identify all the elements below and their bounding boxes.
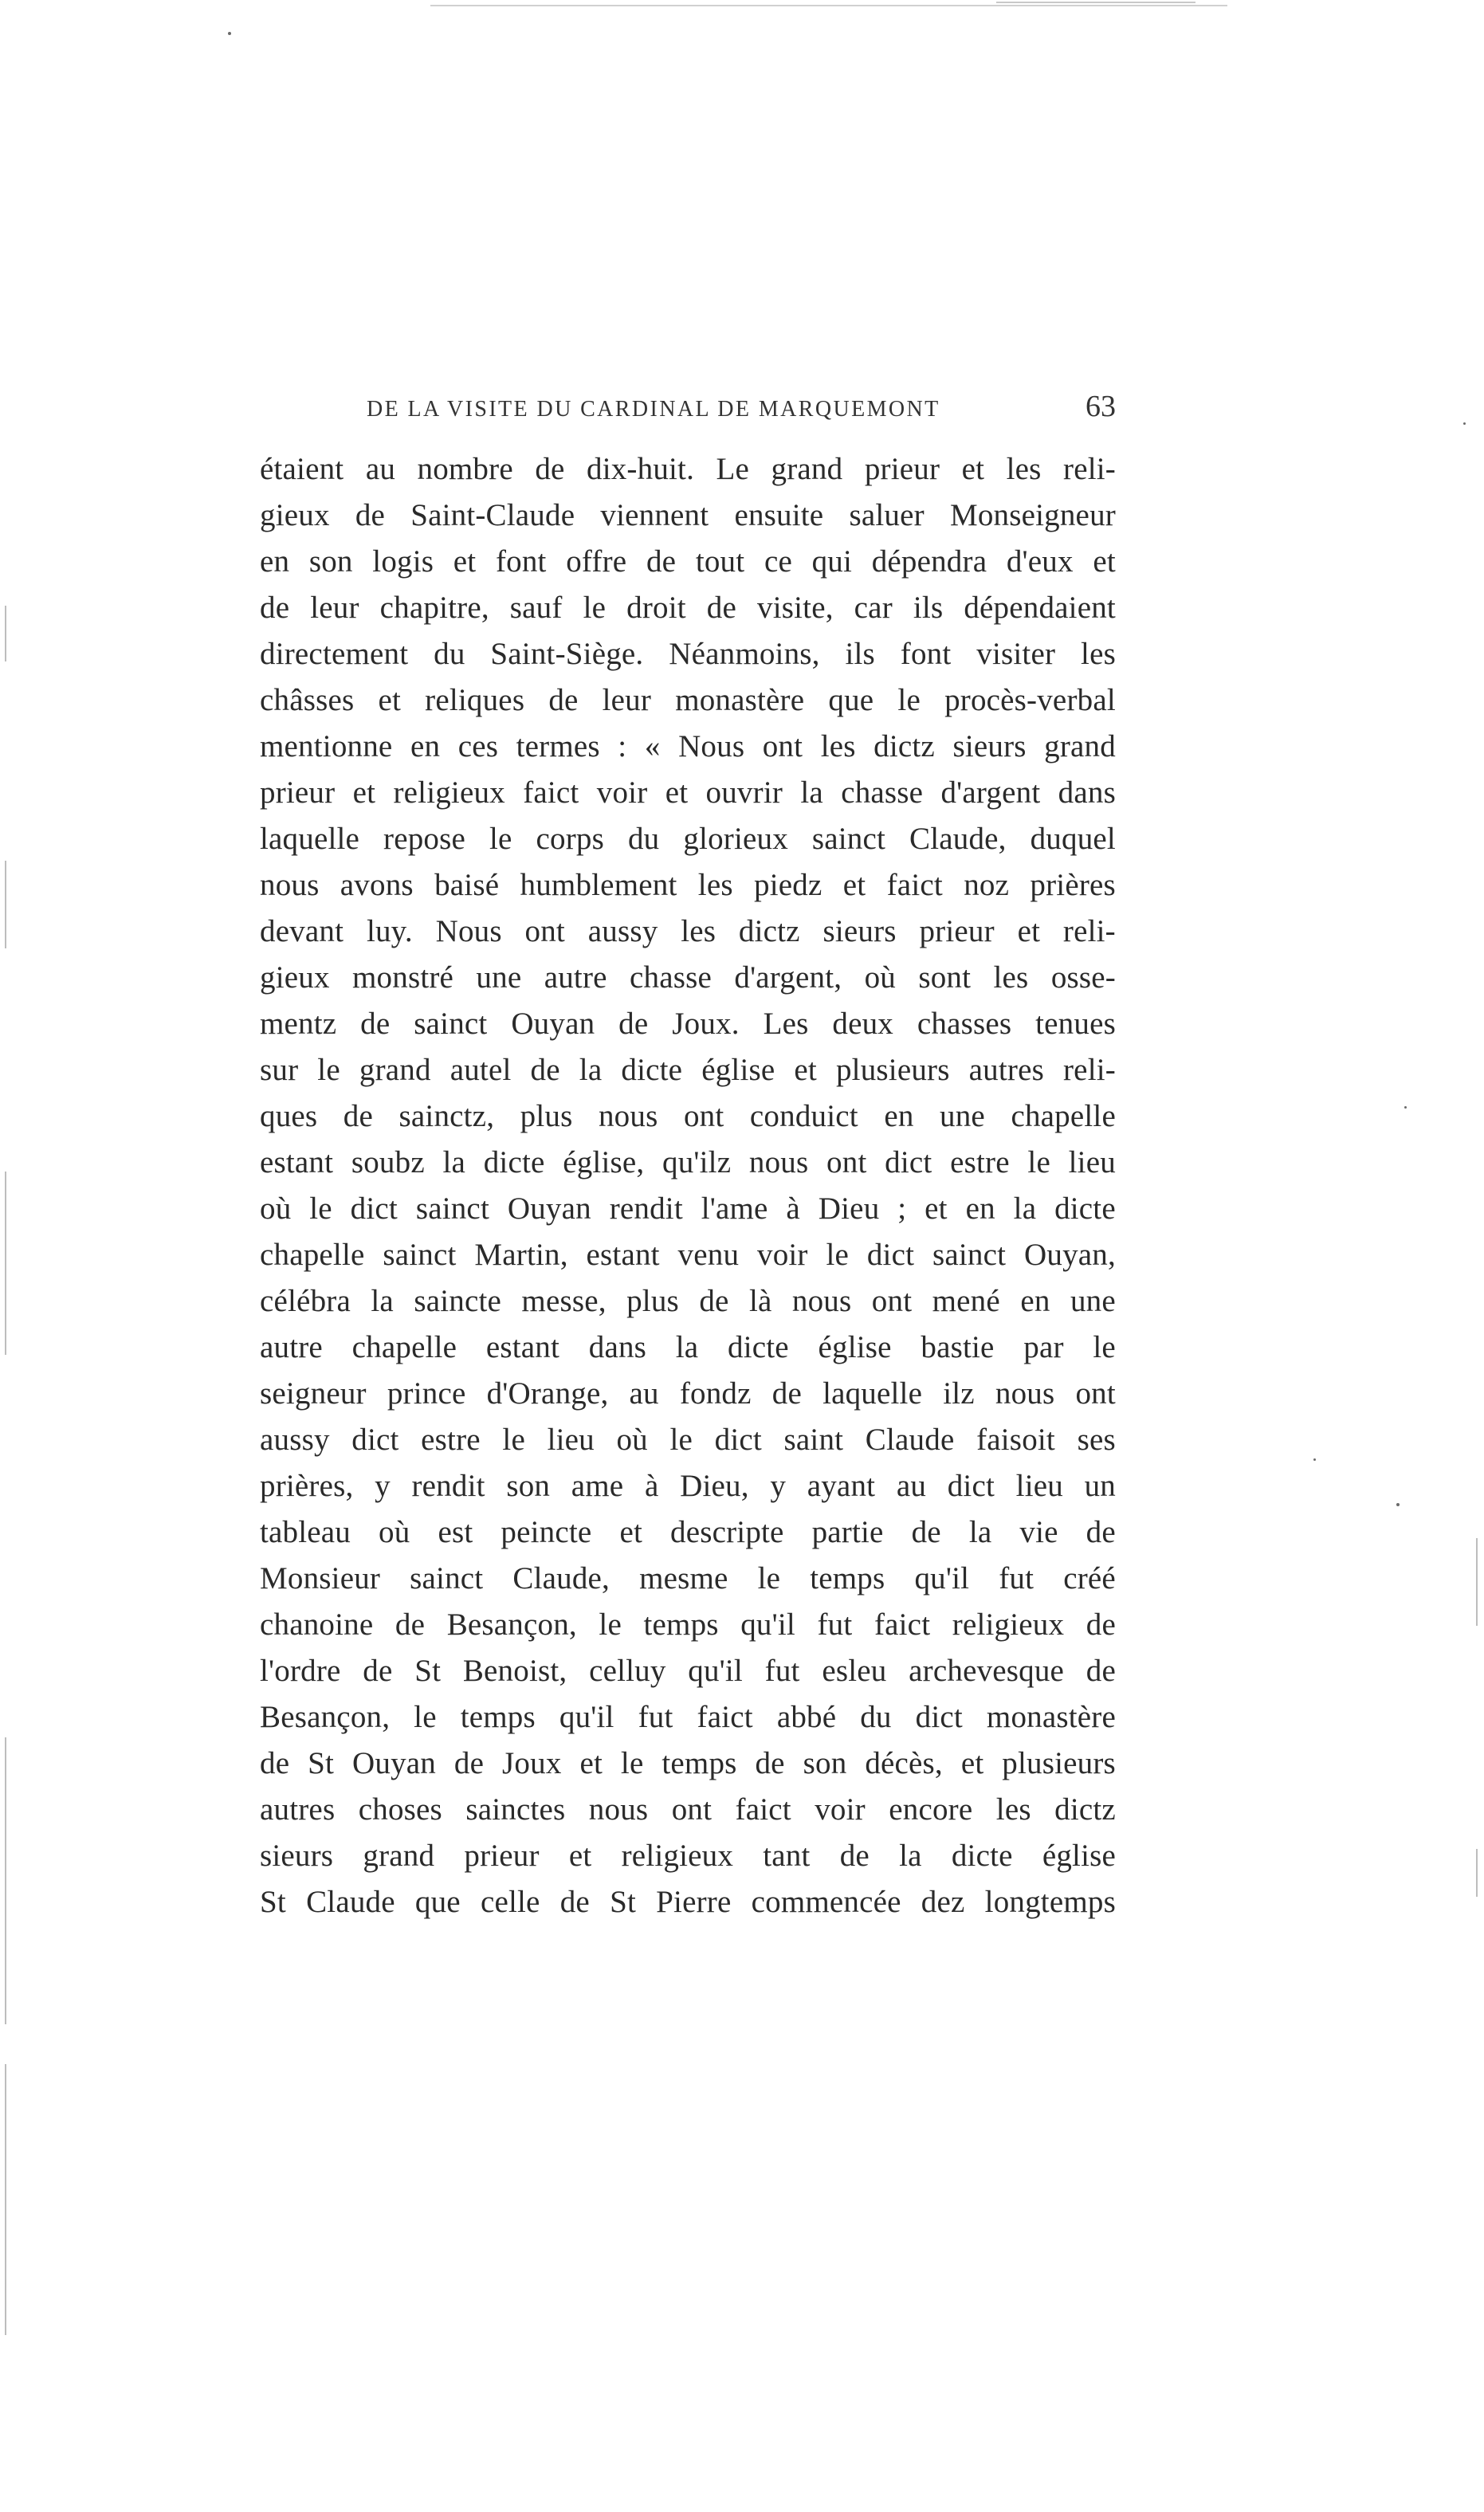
text-line: tableau où est peincte et descripte partie de la vie de <box>260 1515 1116 1549</box>
text-line: estant soubz la dicte église, qu'ilz nous ont dict estre le lieu <box>260 1145 1116 1179</box>
scan-edge-line <box>5 861 6 948</box>
text-line: gieux de Saint-Claude viennent ensuite saluer Monseigneur <box>260 498 1116 532</box>
text-line: seigneur prince d'Orange, au fondz de laquelle ilz nous ont <box>260 1376 1116 1411</box>
scan-speck <box>1404 1106 1407 1109</box>
scan-edge-line <box>996 2 1195 3</box>
scan-speck <box>228 32 231 35</box>
scan-edge-line <box>5 1737 6 2024</box>
text-line: laquelle repose le corps du glorieux sainct Claude, duquel <box>260 822 1116 856</box>
text-line: chanoine de Besançon, le temps qu'il fut faict religieux de <box>260 1607 1116 1642</box>
scan-edge-line <box>5 2064 6 2335</box>
scan-edge-line <box>430 5 1227 6</box>
running-head <box>367 389 1116 430</box>
text-line: gieux monstré une autre chasse d'argent, où sont les osse- <box>260 960 1116 995</box>
text-line: prières, y rendit son ame à Dieu, y ayant au dict lieu un <box>260 1469 1116 1503</box>
text-line: de leur chapitre, sauf le droit de visite, car ils dépendaient <box>260 591 1116 625</box>
body-text <box>260 446 1116 1925</box>
text-line: châsses et reliques de leur monastère que le procès-verbal <box>260 683 1116 717</box>
text-line: aussy dict estre le lieu où le dict saint Claude faisoit ses <box>260 1423 1116 1457</box>
text-line: en son logis et font offre de tout ce qui dépendra d'eux et <box>260 544 1116 579</box>
text-line: célébra la saincte messe, plus de là nous ont mené en une <box>260 1284 1116 1318</box>
text-line: mentionne en ces termes : « Nous ont les dictz sieurs grand <box>260 729 1116 763</box>
scan-edge-line <box>1476 1538 1478 1626</box>
text-line: de St Ouyan de Joux et le temps de son décès, et plusieurs <box>260 1746 1116 1780</box>
scan-speck <box>1463 422 1466 425</box>
scan-edge-line <box>1476 1849 1478 1897</box>
scan-edge-line <box>5 606 6 661</box>
text-line: Monsieur sainct Claude, mesme le temps qu'il fut créé <box>260 1561 1116 1596</box>
text-line: mentz de sainct Ouyan de Joux. Les deux chasses tenues <box>260 1007 1116 1041</box>
running-title: DE LA VISITE DU CARDINAL DE MARQUEMONT <box>367 397 940 422</box>
text-line: chapelle sainct Martin, estant venu voir le dict sainct Ouyan, <box>260 1238 1116 1272</box>
text-line: sieurs grand prieur et religieux tant de la dicte église <box>260 1839 1116 1873</box>
text-line: autres choses sainctes nous ont faict voir encore les dictz <box>260 1792 1116 1827</box>
text-line: Besançon, le temps qu'il fut faict abbé du dict monastère <box>260 1700 1116 1734</box>
text-line: ques de sainctz, plus nous ont conduict en une chapelle <box>260 1099 1116 1133</box>
text-line: étaient au nombre de dix-huit. Le grand prieur et les reli- <box>260 452 1116 486</box>
page-number: 63 <box>1086 390 1116 423</box>
text-line: nous avons baisé humblement les piedz et faict noz prières <box>260 868 1116 902</box>
scan-speck <box>1313 1458 1316 1461</box>
text-line: où le dict sainct Ouyan rendit l'ame à Dieu ; et en la dicte <box>260 1191 1116 1226</box>
text-line: l'ordre de St Benoist, celluy qu'il fut esleu archevesque de <box>260 1654 1116 1688</box>
text-line: devant luy. Nous ont aussy les dictz sieurs prieur et reli- <box>260 914 1116 948</box>
scan-edge-line <box>5 1172 6 1355</box>
scan-speck <box>1396 1503 1400 1506</box>
text-line: directement du Saint-Siège. Néanmoins, ils font visiter les <box>260 637 1116 671</box>
text-line: sur le grand autel de la dicte église et plusieurs autres reli- <box>260 1053 1116 1087</box>
text-line: autre chapelle estant dans la dicte église bastie par le <box>260 1330 1116 1364</box>
text-line: prieur et religieux faict voir et ouvrir la chasse d'argent dans <box>260 775 1116 810</box>
text-line: St Claude que celle de St Pierre commencée dez longtemps <box>260 1885 1116 1919</box>
